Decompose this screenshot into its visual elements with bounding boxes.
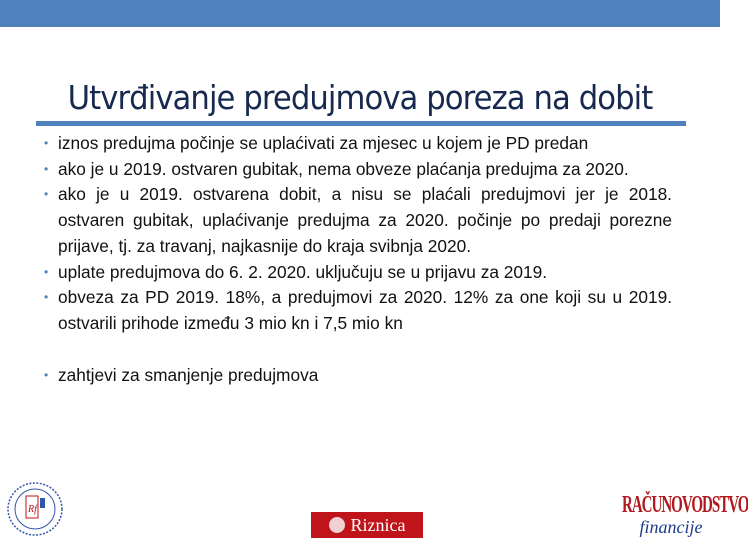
top-accent-bar	[0, 0, 720, 27]
slide-title: Utvrđivanje predujmova poreza na dobit	[67, 78, 653, 118]
svg-text:Rf: Rf	[28, 504, 37, 515]
title-divider	[36, 121, 686, 126]
bullet-item: • uplate predujmova do 6. 2. 2020. uključuju se u prijavu za 2019.	[44, 260, 672, 286]
bullet-list	[44, 131, 672, 388]
bullet-item: • iznos predujma počinje se uplaćivati za mjesec u kojem je PD predan	[44, 131, 672, 157]
bullet-item: • obveza za PD 2019. 18%, a predujmovi za 2020. 12% za one koji su u 2019. ostvarili prihode između 3 mio kn i 7,5 mio kn	[44, 287, 672, 333]
bullet-icon: •	[44, 290, 49, 305]
racunovodstvo-financije-logo: RAČUNOVODSTVO financije	[622, 492, 748, 537]
bullet-icon: •	[44, 367, 49, 382]
bullet-item: • zahtjevi za smanjenje predujmova	[44, 363, 672, 389]
bullet-icon: •	[44, 161, 49, 176]
bullet-item: • ako je u 2019. ostvaren gubitak, nema obveze plaćanja predujma za 2020.	[44, 157, 672, 183]
bullet-item: • ako je u 2019. ostvarena dobit, a nisu se plaćali predujmovi jer je 2018. ostvaren gubitak, uplaćivanje predujma za 2020. počinje po predaji porezne prijave, tj. za travanj, najkasnije do kraja svibnja 2020.	[44, 184, 672, 256]
bullet-icon: •	[44, 264, 49, 279]
rif-logo-icon	[4, 480, 66, 538]
bullet-icon: •	[44, 187, 49, 202]
riznica-emblem-icon	[329, 517, 345, 533]
bullet-icon: •	[44, 136, 49, 150]
riznica-logo: Riznica	[311, 512, 423, 538]
